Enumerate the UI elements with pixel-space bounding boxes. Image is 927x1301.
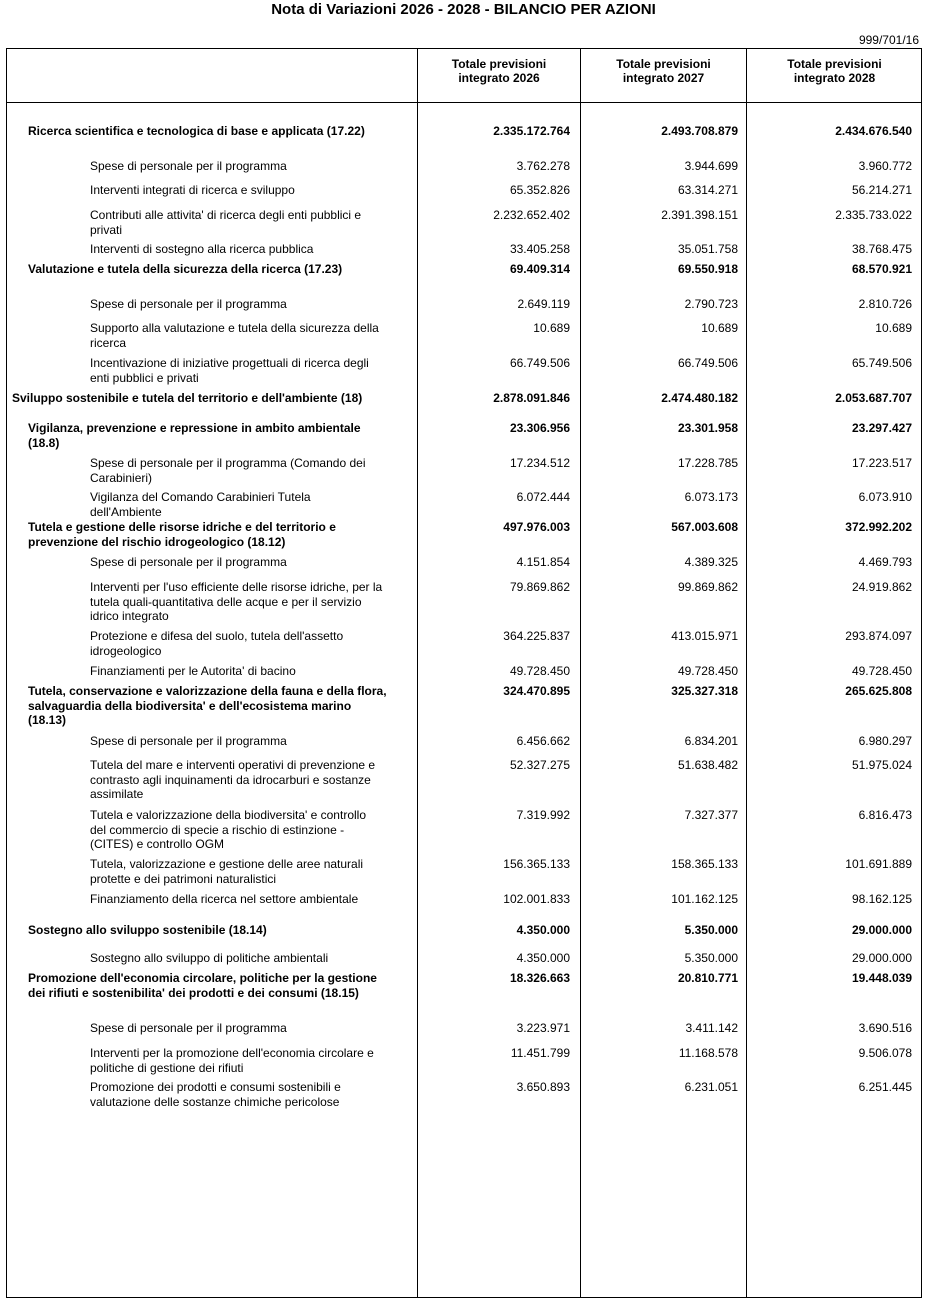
- row-label: Finanziamento della ricerca nel settore ambientale: [90, 892, 359, 906]
- value-2028: 6.816.473: [858, 808, 912, 822]
- value-2027: 413.015.971: [671, 629, 738, 643]
- value-2026: 49.728.450: [509, 664, 570, 678]
- column-header-2028: Totale previsioni integrato 2028: [787, 57, 882, 85]
- value-2027: 567.003.608: [671, 520, 738, 534]
- value-2028: 24.919.862: [851, 580, 912, 594]
- value-2028: 38.768.475: [851, 242, 912, 256]
- column-divider: [417, 48, 418, 1298]
- value-2026: 102.001.833: [503, 892, 570, 906]
- value-2027: 3.411.142: [685, 1021, 738, 1035]
- value-2027: 66.749.506: [677, 356, 738, 370]
- value-2026: 79.869.862: [509, 580, 570, 594]
- value-2027: 99.869.862: [677, 580, 738, 594]
- column-divider: [580, 48, 581, 1298]
- row-label: Tutela e gestione delle risorse idriche e del territorio e prevenzione del rischio idrogeologico (18.12): [28, 520, 336, 549]
- column-divider: [746, 48, 747, 1298]
- value-2027: 2.474.480.182: [661, 391, 738, 405]
- value-2028: 2.335.733.022: [835, 208, 912, 222]
- value-2026: 2.232.652.402: [493, 208, 570, 222]
- value-2027: 23.301.958: [677, 421, 738, 435]
- row-label: Interventi per l'uso efficiente delle risorse idriche, per la tutela quali-quantitativa delle acque e per il servizio idrico integrato: [90, 580, 383, 623]
- value-2026: 3.650.893: [516, 1080, 570, 1094]
- value-2028: 23.297.427: [851, 421, 912, 435]
- column-header-2026: Totale previsioni integrato 2026: [451, 57, 547, 85]
- value-2027: 11.168.578: [678, 1046, 738, 1060]
- value-2028: 3.690.516: [858, 1021, 912, 1035]
- value-2028: 19.448.039: [851, 971, 912, 985]
- value-2026: 3.762.278: [516, 159, 570, 173]
- value-2027: 6.834.201: [684, 734, 738, 748]
- value-2028: 3.960.772: [858, 159, 912, 173]
- row-label: Spese di personale per il programma: [90, 159, 287, 173]
- value-2027: 101.162.125: [671, 892, 738, 906]
- value-2028: 49.728.450: [851, 664, 912, 678]
- value-2028: 17.223.517: [851, 456, 912, 470]
- value-2027: 7.327.377: [684, 808, 738, 822]
- row-label: Spese di personale per il programma: [90, 297, 287, 311]
- value-2026: 69.409.314: [509, 262, 570, 276]
- page-title: Nota di Variazioni 2026 - 2028 - BILANCIO PER AZIONI: [271, 1, 656, 18]
- value-2026: 324.470.895: [503, 684, 570, 698]
- value-2027: 69.550.918: [677, 262, 738, 276]
- value-2027: 6.231.051: [684, 1080, 738, 1094]
- value-2026: 7.319.992: [516, 808, 570, 822]
- row-label: Promozione dell'economia circolare, politiche per la gestione dei rifiuti e sostenibilita' dei prodotti e dei consumi (18.15): [28, 971, 377, 1000]
- value-2026: 2.335.172.764: [493, 124, 570, 138]
- value-2027: 3.944.699: [684, 159, 738, 173]
- row-label: Spese di personale per il programma: [90, 1021, 287, 1035]
- value-2026: 156.365.133: [503, 857, 570, 871]
- value-2027: 10.689: [701, 321, 738, 335]
- row-label: Sostegno allo sviluppo sostenibile (18.14): [28, 923, 267, 937]
- value-2027: 49.728.450: [677, 664, 738, 678]
- document-code: 999/701/16: [858, 33, 919, 47]
- row-label: Tutela, valorizzazione e gestione delle aree naturali protette e dei patrimoni naturalistici: [90, 857, 364, 886]
- value-2028: 51.975.024: [851, 758, 912, 772]
- row-label: Interventi per la promozione dell'economia circolare e politiche di gestione dei rifiuti: [90, 1046, 374, 1075]
- value-2026: 6.456.662: [516, 734, 570, 748]
- value-2028: 372.992.202: [845, 520, 912, 534]
- row-label: Sviluppo sostenibile e tutela del territorio e dell'ambiente (18): [12, 391, 363, 405]
- row-label: Interventi di sostegno alla ricerca pubblica: [90, 242, 314, 256]
- value-2026: 364.225.837: [503, 629, 570, 643]
- value-2028: 2.434.676.540: [835, 124, 912, 138]
- value-2028: 2.810.726: [858, 297, 912, 311]
- value-2028: 98.162.125: [851, 892, 912, 906]
- value-2026: 18.326.663: [509, 971, 570, 985]
- value-2026: 23.306.956: [509, 421, 570, 435]
- value-2028: 4.469.793: [858, 555, 912, 569]
- value-2028: 6.251.445: [858, 1080, 912, 1094]
- value-2027: 2.790.723: [684, 297, 738, 311]
- value-2028: 6.073.910: [858, 490, 912, 504]
- row-label: Protezione e difesa del suolo, tutela dell'assetto idrogeologico: [90, 629, 344, 658]
- header-separator: [6, 102, 922, 103]
- row-label: Sostegno allo sviluppo di politiche ambientali: [90, 951, 329, 965]
- value-2027: 5.350.000: [684, 951, 738, 965]
- column-header-2027: Totale previsioni integrato 2027: [616, 57, 711, 85]
- value-2027: 158.365.133: [671, 857, 738, 871]
- value-2028: 10.689: [875, 321, 912, 335]
- value-2027: 2.493.708.879: [661, 124, 738, 138]
- value-2028: 68.570.921: [851, 262, 912, 276]
- value-2026: 66.749.506: [509, 356, 570, 370]
- row-label: Finanziamenti per le Autorita' di bacino: [90, 664, 296, 678]
- row-label: Valutazione e tutela della sicurezza della ricerca (17.23): [28, 262, 343, 276]
- value-2028: 56.214.271: [851, 183, 912, 197]
- value-2027: 325.327.318: [671, 684, 738, 698]
- row-label: Spese di personale per il programma: [90, 734, 287, 748]
- row-label: Ricerca scientifica e tecnologica di base e applicata (17.22): [28, 124, 365, 138]
- row-label: Tutela e valorizzazione della biodiversita' e controllo del commercio di specie a rischio di estinzione - (CITES) e controllo OGM: [90, 808, 366, 851]
- row-label: Contributi alle attivita' di ricerca degli enti pubblici e privati: [90, 208, 362, 237]
- row-label: Promozione dei prodotti e consumi sostenibili e valutazione delle sostanze chimiche pericolose: [90, 1080, 341, 1109]
- value-2026: 17.234.512: [509, 456, 570, 470]
- row-label: Tutela del mare e interventi operativi di prevenzione e contrasto agli inquinamenti da idrocarburi e sostanze assimilate: [90, 758, 376, 801]
- row-label: Interventi integrati di ricerca e sviluppo: [90, 183, 295, 197]
- value-2027: 35.051.758: [677, 242, 738, 256]
- value-2026: 6.072.444: [516, 490, 570, 504]
- value-2028: 101.691.889: [845, 857, 912, 871]
- value-2028: 9.506.078: [858, 1046, 912, 1060]
- value-2027: 5.350.000: [684, 923, 738, 937]
- row-label: Spese di personale per il programma (Comando dei Carabinieri): [90, 456, 366, 485]
- value-2027: 6.073.173: [684, 490, 738, 504]
- value-2027: 2.391.398.151: [661, 208, 738, 222]
- value-2026: 2.649.119: [517, 297, 570, 311]
- value-2026: 33.405.258: [509, 242, 570, 256]
- value-2028: 29.000.000: [851, 923, 912, 937]
- value-2026: 52.327.275: [509, 758, 570, 772]
- value-2027: 51.638.482: [677, 758, 738, 772]
- row-label: Spese di personale per il programma: [90, 555, 287, 569]
- row-label: Vigilanza del Comando Carabinieri Tutela dell'Ambiente: [90, 490, 311, 519]
- row-label: Vigilanza, prevenzione e repressione in ambito ambientale (18.8): [28, 421, 361, 450]
- value-2028: 29.000.000: [851, 951, 912, 965]
- value-2027: 4.389.325: [684, 555, 738, 569]
- value-2028: 65.749.506: [851, 356, 912, 370]
- value-2026: 65.352.826: [509, 183, 570, 197]
- value-2026: 2.878.091.846: [493, 391, 570, 405]
- value-2028: 6.980.297: [858, 734, 912, 748]
- value-2028: 2.053.687.707: [835, 391, 912, 405]
- value-2026: 3.223.971: [516, 1021, 570, 1035]
- value-2027: 17.228.785: [677, 456, 738, 470]
- row-label: Supporto alla valutazione e tutela della sicurezza della ricerca: [90, 321, 379, 350]
- value-2026: 4.350.000: [516, 951, 570, 965]
- row-label: Incentivazione di iniziative progettuali di ricerca degli enti pubblici e privati: [90, 356, 369, 385]
- value-2026: 4.350.000: [516, 923, 570, 937]
- value-2026: 11.451.799: [510, 1046, 570, 1060]
- value-2027: 63.314.271: [677, 183, 738, 197]
- value-2026: 497.976.003: [503, 520, 570, 534]
- value-2026: 4.151.854: [516, 555, 570, 569]
- value-2026: 10.689: [533, 321, 570, 335]
- value-2028: 293.874.097: [845, 629, 912, 643]
- value-2028: 265.625.808: [845, 684, 912, 698]
- row-label: Tutela, conservazione e valorizzazione della fauna e della flora, salvaguardia della biodiversita' e dell'ecosistema marino (18.13): [28, 684, 387, 727]
- value-2027: 20.810.771: [677, 971, 738, 985]
